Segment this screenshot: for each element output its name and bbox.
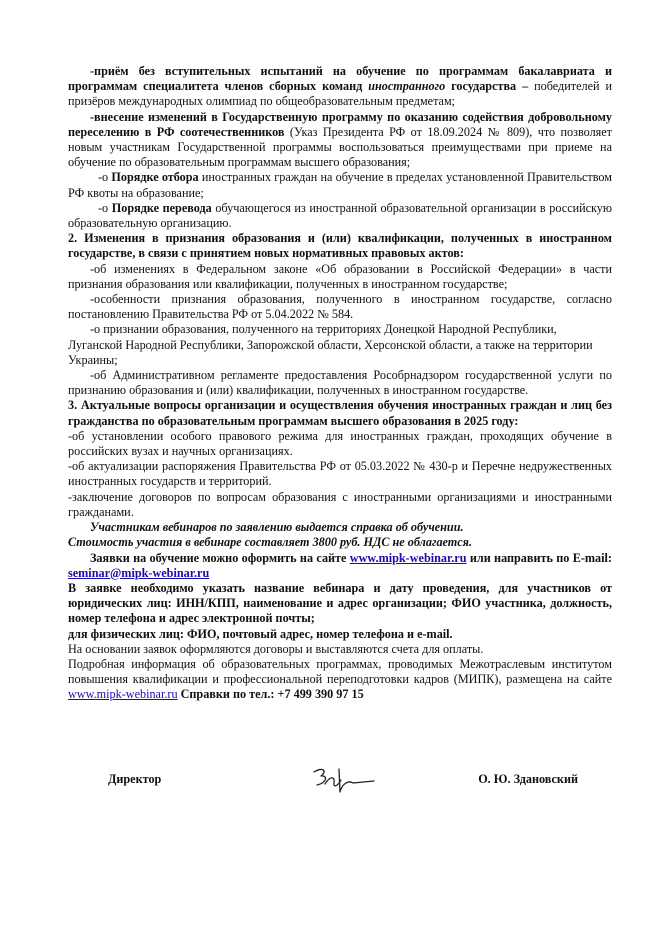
item-transfer-text: обучающегося из иностранной образовательной организации в российскую образовательную организацию.	[68, 200, 613, 231]
item-admission-bold: -приём без вступительных испытаний на обучение по программам бакалавриата и программам специалитета членов сборных команд	[68, 64, 612, 94]
section2-item: -об Административном регламенте предоставления Рособрнадзором государственной услуги по признанию образования и (или) квалификации, полученных в иностранном государстве.	[68, 368, 612, 398]
item-selection-prefix: -о	[98, 170, 112, 185]
item-state-program-bold: -внесение изменений в Государственную программу по оказанию содействия добровольному переселению в РФ соотечественников	[68, 109, 612, 139]
item-admission-bold-tail: государства –	[445, 79, 535, 94]
section3-item: -об актуализации распоряжения Правительства РФ от 05.03.2022 № 430-р и Перечне недружественных иностранных государств и территорий.	[68, 459, 612, 489]
email-link[interactable]: seminar@mipk-webinar.ru	[68, 565, 210, 580]
website-link-2[interactable]: www.mipk-webinar.ru	[68, 687, 178, 702]
phone-info: Справки по тел.: +7 499 390 97 15	[177, 687, 364, 702]
item-state-program	[68, 110, 612, 171]
document-body	[68, 64, 612, 703]
section3-item: -об установлении особого правового режима для иностранных граждан, проходящих обучение в российских вузах и научных организациях.	[68, 428, 612, 459]
application-requirements-legal: В заявке необходимо указать название вебинара и дату проведения, для участников от юридических лиц: ИНН/КПП, наименование и адрес организации; ФИО участника, должность, номер телефона и адрес электронной почты;	[68, 580, 612, 626]
section2-item: -особенности признания образования, полученного в иностранном государстве, согласно постановлению Правительства РФ от 5.04.2022 № 584.	[68, 292, 612, 322]
item-selection-order	[68, 170, 612, 200]
apply-text-2: или направить по E-mail:	[466, 550, 612, 565]
item-admission-text: победителей и призёров международных олимпиад по общеобразовательным предметам;	[68, 79, 612, 109]
item-selection-bold: Порядке отбора	[111, 170, 199, 185]
certificate-note: Участникам вебинаров по заявлению выдается справка об обучении.	[90, 520, 464, 535]
item-selection-text: иностранных граждан на обучение в пределах установленной Правительством РФ квоты на образование;	[68, 170, 612, 200]
price-note: Стоимость участия в вебинаре составляет 3800 руб. НДС не облагается.	[68, 535, 472, 550]
apply-info	[68, 551, 612, 581]
section-heading-2: 2. Изменения в признания образования и (или) квалификации, полученных в иностранном государстве, в связи с принятием новых нормативных правовых актов:	[68, 231, 612, 261]
section2-item: -об изменениях в Федеральном законе «Об образовании в Российской Федерации» в части признания образования или квалификации, полученных в иностранном государстве;	[68, 261, 612, 291]
details-text: Подробная информация об образовательных программах, проводимых Межотраслевым институтом повышения квалификации и профессиональной переподготовки кадров (МИПК), размещена на сайте	[68, 656, 612, 687]
signer-role: Директор	[108, 772, 162, 786]
section-heading-3: 3. Актуальные вопросы организации и осуществления обучения иностранных граждан и лиц без гражданства по образовательным программам высшего образования в 2025 году:	[68, 398, 612, 428]
item-state-program-text: (Указ Президента РФ от 18.09.2024 № 809), что позволяет новым участникам Государственной программы воспользоваться преимуществами при приеме на обучение по образовательным программам высшего образования;	[68, 124, 612, 170]
apply-text: Заявки на обучение можно оформить на сайте	[90, 550, 350, 565]
application-requirements-physical: для физических лиц: ФИО, почтовый адрес, номер телефона и e-mail.	[68, 626, 453, 641]
website-link[interactable]: www.mipk-webinar.ru	[349, 550, 467, 565]
item-transfer-prefix: -о	[98, 200, 112, 215]
signature-block	[108, 770, 578, 810]
section2-item: -о признании образования, полученного на территориях Донецкой Народной Республики, Луганской Народной Республики, Запорожской области, Херсонской области, а также на территории Украины;	[68, 322, 593, 367]
item-admission-italic: иностранного	[368, 79, 446, 94]
item-transfer-order	[68, 201, 612, 231]
handwritten-signature	[308, 764, 378, 798]
details-info	[68, 657, 612, 703]
item-admission-without-exams	[68, 64, 612, 110]
section3-item: -заключение договоров по вопросам образования с иностранными организациями и иностранными гражданами.	[68, 489, 612, 519]
signer-name: О. Ю. Здановский	[478, 772, 578, 786]
contracts-note: На основании заявок оформляются договоры и выставляются счета для оплаты.	[68, 641, 484, 656]
item-transfer-bold: Порядке перевода	[111, 200, 212, 215]
